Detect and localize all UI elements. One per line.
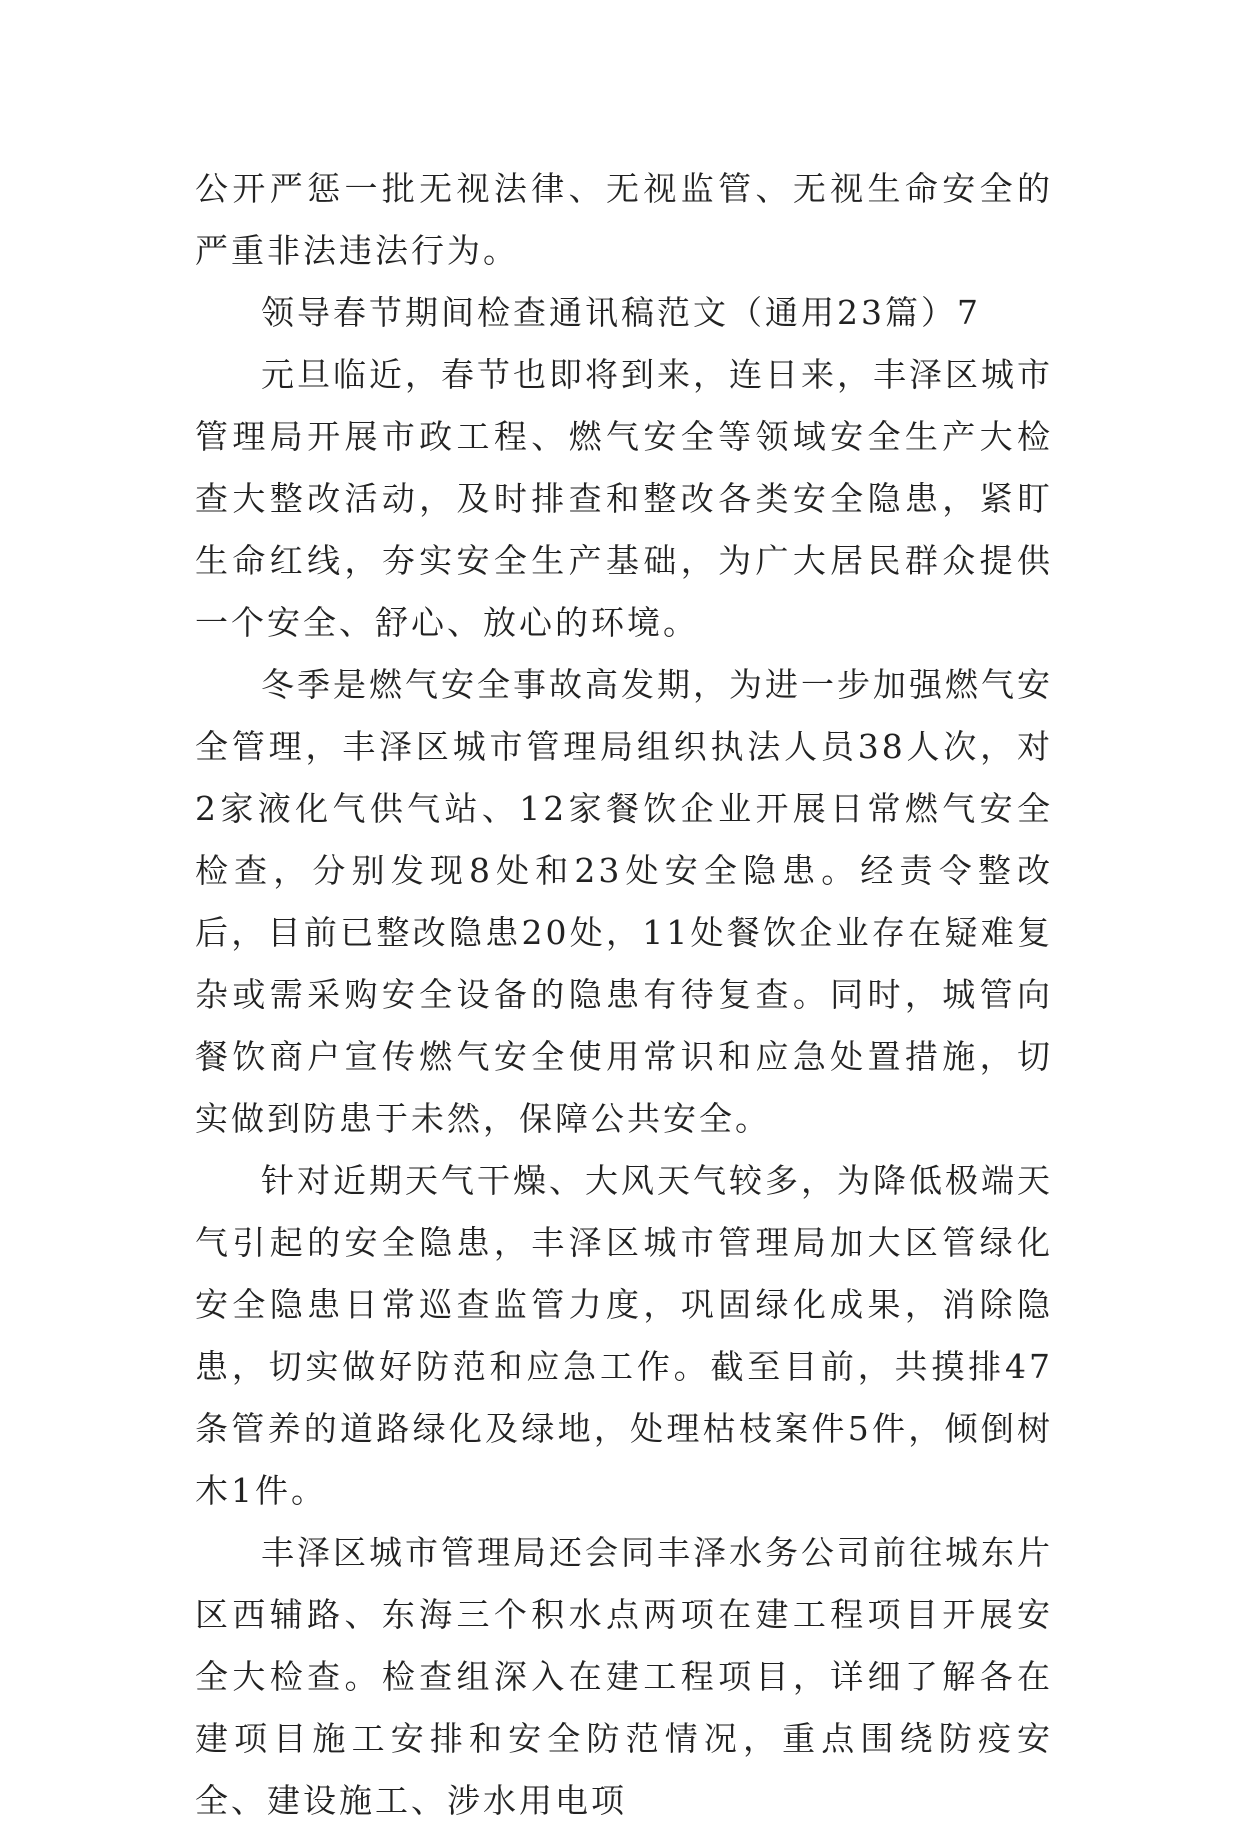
paragraph-intro: 元旦临近，春节也即将到来，连日来，丰泽区城市管理局开展市政工程、燃气安全等领域安全生产大检查大整改活动，及时排查和整改各类安全隐患，紧盯生命红线，夯实安全生产基础，为广大居民群众提供一个安全、舒心、放心的环境。 (195, 355, 1053, 642)
paragraph-greening: 针对近期天气干燥、大风天气较多，为降低极端天气引起的安全隐患，丰泽区城市管理局加大区管绿化安全隐患日常巡查监管力度，巩固绿化成果，消除隐患，切实做好防范和应急工作。截至目前，共摸排47条管养的道路绿化及绿地，处理枯枝案件5件，倾倒树木1件。 (195, 1161, 1053, 1510)
paragraph-construction: 丰泽区城市管理局还会同丰泽水务公司前往城东片区西辅路、东海三个积水点两项在建工程项目开展安全大检查。检查组深入在建工程项目，详细了解各在建项目施工安排和安全防范情况，重点围绕防疫安全、建设施工、涉水用电项 (195, 1533, 1053, 1820)
section-heading: 领导春节期间检查通讯稿范文（通用23篇）7 (261, 293, 981, 332)
document-body (195, 158, 1053, 1832)
paragraph-gas-safety: 冬季是燃气安全事故高发期，为进一步加强燃气安全管理，丰泽区城市管理局组织执法人员38人次，对2家液化气供气站、12家餐饮企业开展日常燃气安全检查，分别发现8处和23处安全隐患。经责令整改后，目前已整改隐患20处，11处餐饮企业存在疑难复杂或需采购安全设备的隐患有待复查。同时，城管向餐饮商户宣传燃气安全使用常识和应急处置措施，切实做到防患于未然，保障公共安全。 (195, 665, 1053, 1138)
paragraph-continuation: 公开严惩一批无视法律、无视监管、无视生命安全的严重非法违法行为。 (195, 169, 1053, 270)
